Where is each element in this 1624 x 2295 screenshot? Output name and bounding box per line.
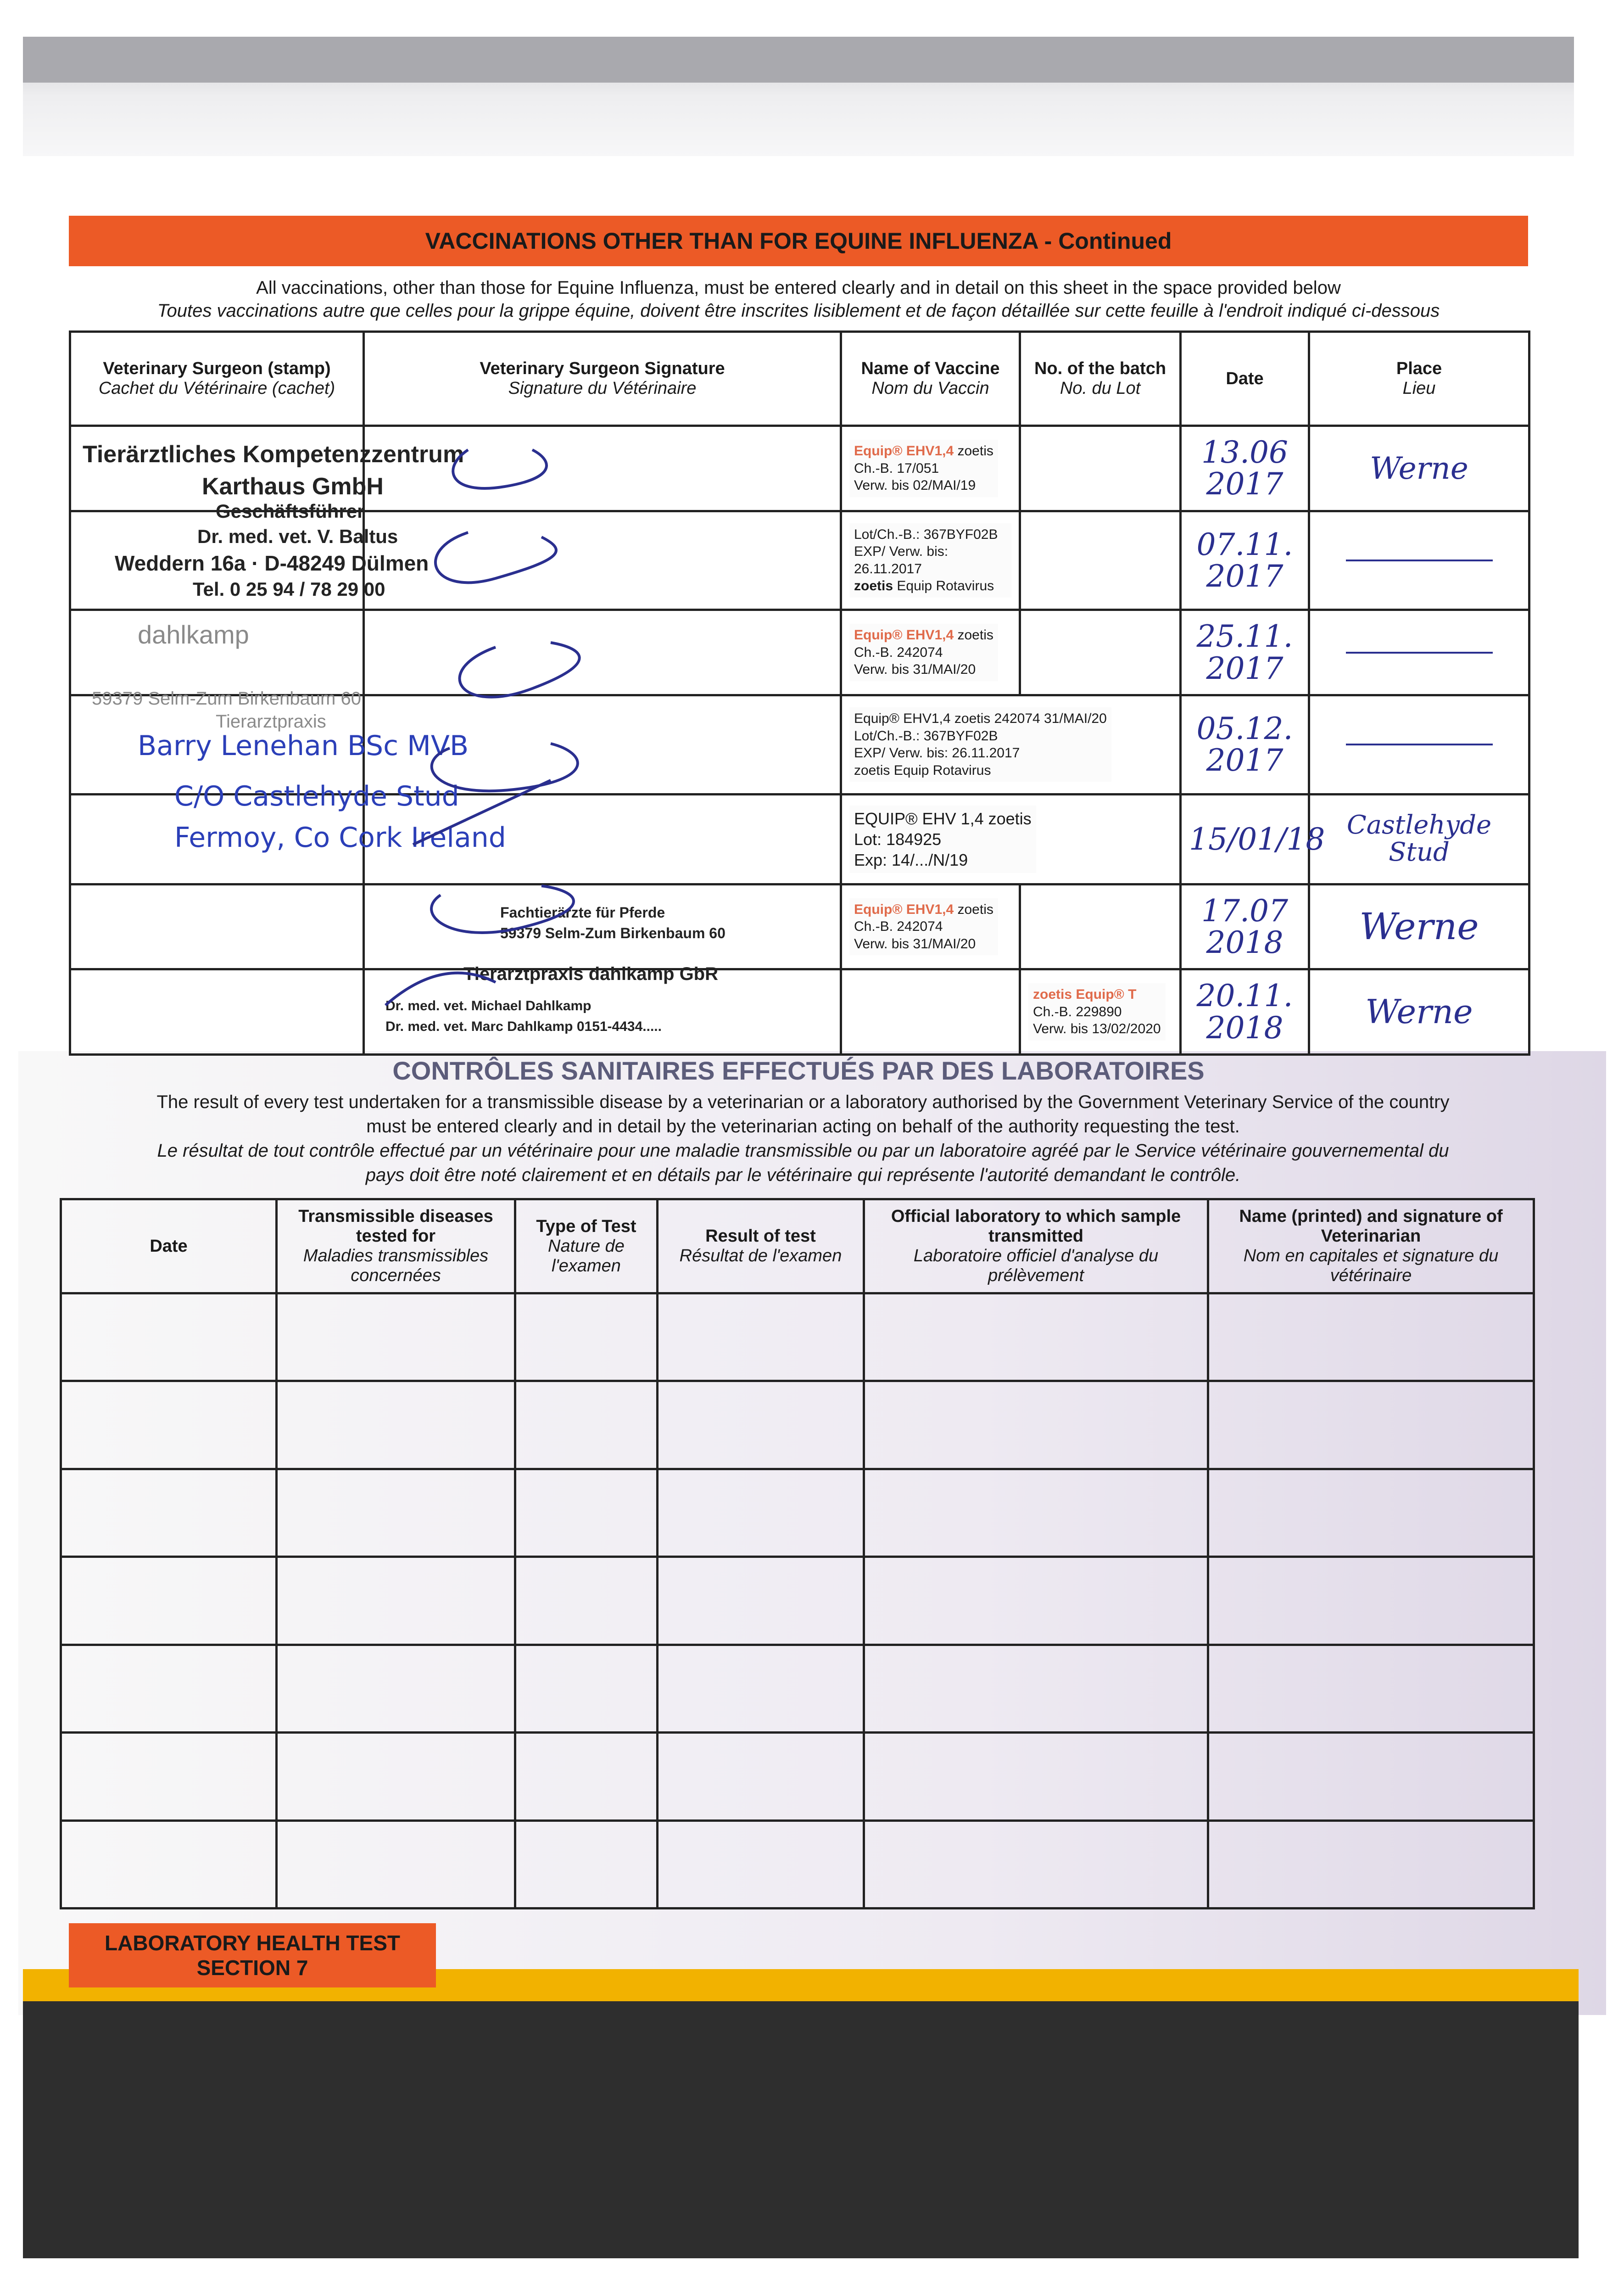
lab-cell [864, 1820, 1208, 1908]
lab-col-test-type: Type of Test Nature de l'examen [515, 1199, 658, 1293]
lab-cell [1208, 1381, 1534, 1469]
practice-stamp-address: 59379 Selm-Zum Birkenbaum 60 [92, 688, 361, 709]
vaccine-cell [841, 969, 1020, 1055]
col-batch-no: No. of the batch No. du Lot [1020, 332, 1181, 426]
lab-col-diseases: Transmissible diseases tested for Maladies transmissibles concernées [277, 1199, 515, 1293]
lab-cell [1208, 1820, 1534, 1908]
signature-stroke [432, 744, 578, 791]
date-cell: 20.11. 2018 [1181, 969, 1309, 1055]
place-cell: Werne [1309, 426, 1529, 511]
col-place: Place Lieu [1309, 332, 1529, 426]
vaccine-cell [841, 794, 1181, 884]
batch-cell [1020, 884, 1181, 969]
date-cell: 17.07 2018 [1181, 884, 1309, 969]
section-tab-line-2: SECTION 7 [196, 1956, 308, 1980]
vet-stamp-town: Fermoy, Co Cork Ireland [174, 822, 506, 854]
section-tab-line-1: LABORATORY HEALTH TEST [105, 1931, 400, 1955]
place-cell [1309, 610, 1529, 695]
lab-col-result: Result of test Résultat de l'examen [658, 1199, 864, 1293]
table-row [70, 884, 1529, 969]
lab-cell [658, 1293, 864, 1381]
place-cell: Castlehyde Stud [1309, 794, 1529, 884]
lab-cell [1208, 1469, 1534, 1556]
practice-stamp-gbr: Tierarztpraxis dahlkamp GbR [463, 964, 718, 984]
col-vet-signature: Veterinary Surgeon Signature Signature du Vétérinaire [364, 332, 841, 426]
lab-cell [658, 1820, 864, 1908]
signature-stroke [385, 973, 496, 1005]
lab-cell [1208, 1733, 1534, 1820]
signature-stroke [435, 532, 556, 582]
lab-cell [277, 1381, 515, 1469]
lab-cell [658, 1469, 864, 1556]
clinic-stamp-role: Geschäftsführer [216, 500, 365, 522]
lab-cell [515, 1733, 658, 1820]
vaccine-cell [841, 884, 1020, 969]
lab-paragraph-en-1: The result of every test undertaken for a transmissible disease by a veterinarian or a laboratory authorised by the Government Veterinary Service of the country [156, 1092, 1450, 1112]
lab-cell [515, 1557, 658, 1645]
lab-table-body [61, 1293, 1534, 1909]
lab-cell [277, 1645, 515, 1732]
practice-stamp-doctor-2: Dr. med. vet. Marc Dahlkamp 0151-4434..... [385, 1019, 662, 1034]
lab-cell [1208, 1645, 1534, 1732]
table-row [70, 969, 1529, 1055]
lab-cell [515, 1645, 658, 1732]
vaccine-label-sticker: Equip® EHV1,4 zoetis Ch.-B. 17/051 Verw. bis 02/MAI/19 [849, 440, 998, 497]
lab-cell [658, 1733, 864, 1820]
vaccinations-title: VACCINATIONS OTHER THAN FOR EQUINE INFLUENZA - Continued [69, 216, 1528, 266]
practice-stamp-logo: dahlkamp [138, 620, 249, 649]
lab-cell [61, 1820, 277, 1908]
instruction-fr: Toutes vaccinations autre que celles pour la grippe équine, doivent être inscrites lisiblement et de façon détaillée sur cette feuille à l'endroit indiqué ci-dessous [157, 301, 1440, 321]
clinic-stamp-address: Weddern 16a · D-48249 Dülmen [115, 551, 429, 575]
lab-paragraph-fr-2: pays doit être noté clairement et en détails par le vétérinaire qui représente l'autorité demandant le contrôle. [365, 1165, 1241, 1185]
lab-test-table [60, 1198, 1535, 1909]
vaccine-cell [841, 695, 1181, 794]
lab-cell [515, 1820, 658, 1908]
lab-cell [61, 1293, 277, 1381]
clinic-stamp-doctor: Dr. med. vet. V. Baltus [197, 526, 398, 547]
batch-cell [1020, 511, 1181, 610]
lab-cell [864, 1733, 1208, 1820]
date-cell: 07.11. 2017 [1181, 511, 1309, 610]
lab-section-title: CONTRÔLES SANITAIRES EFFECTUÉS PAR DES LABORATOIRES [392, 1056, 1205, 1085]
lab-col-vet-signature: Name (printed) and signature of Veterinarian Nom en capitales et signature du vétérinaire [1208, 1199, 1534, 1293]
lab-cell [658, 1645, 864, 1732]
stamp-cell [70, 969, 364, 1055]
date-cell: 25.11. 2017 [1181, 610, 1309, 695]
vaccine-cell [841, 426, 1020, 511]
lab-table-header [61, 1199, 1534, 1293]
place-dash [1346, 560, 1493, 561]
date-cell: 05.12. 2017 [1181, 695, 1309, 794]
batch-cell [1020, 610, 1181, 695]
place-cell [1309, 511, 1529, 610]
lab-cell [515, 1469, 658, 1556]
batch-cell [1020, 426, 1181, 511]
table-row [61, 1293, 1534, 1381]
vaccine-cell [841, 610, 1020, 695]
col-vet-stamp: Veterinary Surgeon (stamp) Cachet du Vétérinaire (cachet) [70, 332, 364, 426]
lab-cell [515, 1293, 658, 1381]
vaccine-cell [841, 511, 1020, 610]
vaccine-label-sticker: Equip® EHV1,4 zoetis Ch.-B. 242074 Verw. bis 31/MAI/20 [849, 624, 998, 681]
lab-col-date: Date [61, 1199, 277, 1293]
footer-dark-band [23, 2001, 1579, 2258]
place-cell: Werne [1309, 884, 1529, 969]
col-vaccine-name: Name of Vaccine Nom du Vaccin [841, 332, 1020, 426]
batch-cell [1020, 969, 1181, 1055]
vet-signatures [358, 431, 615, 1056]
vet-stamp-care-of: C/O Castlehyde Stud [174, 780, 459, 812]
vaccine-label-sticker: zoetis Equip® T Ch.-B. 229890 Verw. bis 13/02/2020 [1028, 983, 1166, 1041]
lab-cell [277, 1293, 515, 1381]
lab-cell [277, 1733, 515, 1820]
clinic-stamp-phone: Tel. 0 25 94 / 78 29 00 [193, 578, 385, 600]
practice-stamp-doctor-1: Dr. med. vet. Michael Dahlkamp [385, 998, 592, 1013]
lab-cell [61, 1557, 277, 1645]
lab-cell [61, 1469, 277, 1556]
place-dash [1346, 744, 1493, 745]
lab-cell [61, 1645, 277, 1732]
specialist-stamp-title: Fachtierärzte für Pferde [500, 904, 665, 921]
practice-stamp-title: Tierarztpraxis [216, 711, 326, 732]
lab-cell [864, 1645, 1208, 1732]
place-cell: Werne [1309, 969, 1529, 1055]
lab-cell [1208, 1557, 1534, 1645]
signature-stroke [453, 450, 547, 488]
lab-cell [61, 1733, 277, 1820]
lab-col-laboratory: Official laboratory to which sample transmitted Laboratoire officiel d'analyse du prélèvement [864, 1199, 1208, 1293]
lab-cell [277, 1820, 515, 1908]
vet-stamp-name: Barry Lenehan BSc MVB [138, 730, 469, 762]
table-row [61, 1645, 1534, 1732]
table-row [61, 1557, 1534, 1645]
lab-cell [658, 1557, 864, 1645]
date-cell: 13.06 2017 [1181, 426, 1309, 511]
lab-cell [864, 1293, 1208, 1381]
lab-cell [61, 1381, 277, 1469]
section-tab [69, 1923, 436, 1987]
clinic-stamp-company: Karthaus GmbH [202, 473, 384, 500]
lab-paragraph-en-2: must be entered clearly and in detail by the veterinarian acting on behalf of the authority requesting the test. [366, 1116, 1240, 1136]
signature-stroke [460, 643, 580, 697]
lab-cell [277, 1469, 515, 1556]
place-cell [1309, 695, 1529, 794]
vaccine-label-sticker: EQUIP® EHV 1,4 zoetis Lot: 184925 Exp: 14/.../N/19 [849, 806, 1036, 873]
instruction-en: All vaccinations, other than those for Equine Influenza, must be entered clearly and in detail on this sheet in the space provided below [256, 278, 1341, 298]
lab-cell [515, 1381, 658, 1469]
table-row [61, 1469, 1534, 1556]
vaccine-label-sticker: Lot/Ch.-B.: 367BYF02B EXP/ Verw. bis: 26.11.2017 zoetis Equip Rotavirus [849, 523, 1011, 598]
table-row [61, 1820, 1534, 1908]
lab-cell [277, 1557, 515, 1645]
vaccine-label-sticker: Equip® EHV1,4 zoetis Ch.-B. 242074 Verw. bis 31/MAI/20 [849, 898, 998, 956]
lab-cell [658, 1381, 864, 1469]
signature-stroke [431, 886, 574, 933]
date-cell: 15/01/18 [1181, 794, 1309, 884]
lab-cell [1208, 1293, 1534, 1381]
place-dash [1346, 652, 1493, 654]
table-row [61, 1381, 1534, 1469]
table-row [70, 610, 1529, 695]
vaccination-table-header [70, 332, 1529, 426]
lab-cell [864, 1557, 1208, 1645]
specialist-stamp-address: 59379 Selm-Zum Birkenbaum 60 [500, 925, 725, 941]
lab-paragraph-fr-1: Le résultat de tout contrôle effectué par un vétérinaire pour une maladie transmissible ou par un laboratoire agréé par le Service vétérinaire gouvernemental du [157, 1141, 1449, 1161]
stamp-cell [70, 884, 364, 969]
lab-cell [864, 1469, 1208, 1556]
lab-cell [864, 1381, 1208, 1469]
col-date: Date [1181, 332, 1309, 426]
vaccine-label-sticker: Equip® EHV1,4 zoetis 242074 31/MAI/20 Lot/Ch.-B.: 367BYF02B EXP/ Verw. bis: 26.11.2017 zoetis Equip Rotavirus [849, 707, 1111, 782]
table-row [61, 1733, 1534, 1820]
clinic-stamp-name: Tierärztliches Kompetenzzentrum [83, 441, 464, 468]
